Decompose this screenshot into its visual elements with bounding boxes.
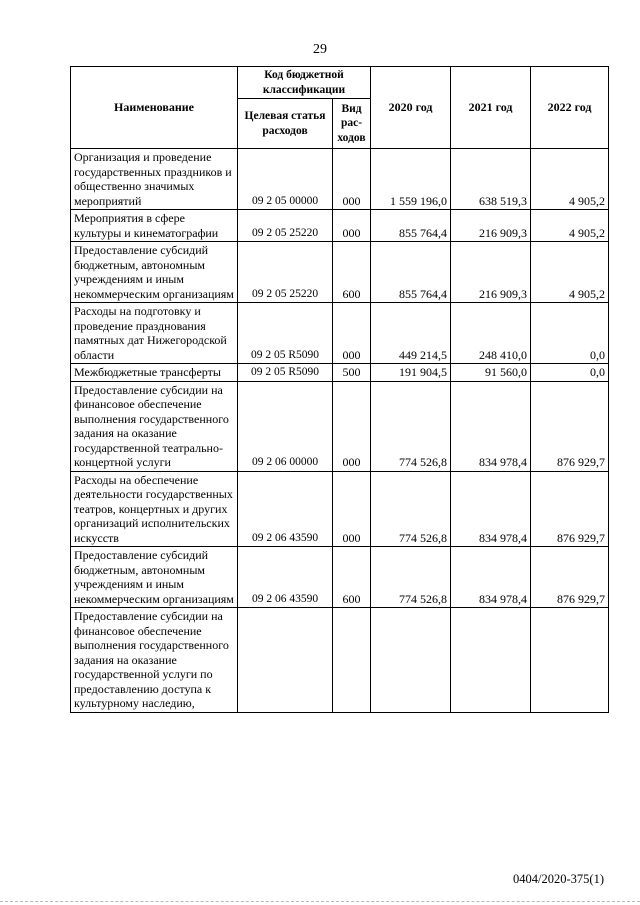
- row-code: 09 2 05 25220: [238, 242, 333, 303]
- header-target: Целевая статья расходов: [238, 99, 333, 149]
- row-2021: 834 978,4: [451, 381, 531, 471]
- row-code: 09 2 06 43590: [238, 471, 333, 547]
- row-2021: 638 519,3: [451, 149, 531, 210]
- row-vid: 600: [333, 242, 371, 303]
- row-code: [238, 608, 333, 713]
- row-2022: 0,0: [531, 303, 609, 364]
- row-2020: 191 904,5: [371, 364, 451, 382]
- row-2020: 855 764,4: [371, 210, 451, 242]
- row-code: 09 2 05 00000: [238, 149, 333, 210]
- table-row: [71, 242, 609, 303]
- row-name: Предоставление субсидии на финансовое обеспечение выполнения государственного задания на оказание государственной театрально-концертной услуги: [71, 381, 238, 471]
- document-code: 0404/2020-375(1): [513, 872, 604, 886]
- row-2021: 834 978,4: [451, 547, 531, 608]
- row-2020: 855 764,4: [371, 242, 451, 303]
- row-2021: 248 410,0: [451, 303, 531, 364]
- row-code: 09 2 05 25220: [238, 210, 333, 242]
- row-2022: 4 905,2: [531, 242, 609, 303]
- table-row: [71, 149, 609, 210]
- row-vid: 000: [333, 381, 371, 471]
- header-2021: 2021 год: [451, 67, 531, 149]
- row-2022: 4 905,2: [531, 149, 609, 210]
- row-2022: 876 929,7: [531, 381, 609, 471]
- header-kbk: Код бюджетной классификации: [238, 67, 371, 99]
- row-2022: 0,0: [531, 364, 609, 382]
- row-vid: 000: [333, 210, 371, 242]
- row-2020: [371, 608, 451, 713]
- row-2020: 774 526,8: [371, 547, 451, 608]
- table-row: [71, 381, 609, 471]
- page-number: 29: [313, 42, 327, 57]
- row-2022: 4 905,2: [531, 210, 609, 242]
- row-2021: 834 978,4: [451, 471, 531, 547]
- row-2020: 449 214,5: [371, 303, 451, 364]
- row-2021: 91 560,0: [451, 364, 531, 382]
- row-name: Расходы на подготовку и проведение празднования памятных дат Нижегородской области: [71, 303, 238, 364]
- row-2022: 876 929,7: [531, 471, 609, 547]
- row-vid: 000: [333, 471, 371, 547]
- row-name: Расходы на обеспечение деятельности государственных театров, концертных и других организаций исполнительских искусств: [71, 471, 238, 547]
- row-name: Предоставление субсидий бюджетным, автономным учреждениям и иным некоммерческим организациям: [71, 242, 238, 303]
- row-name: Мероприятия в сфере культуры и кинематографии: [71, 210, 238, 242]
- row-vid: [333, 608, 371, 713]
- row-name: Предоставление субсидий бюджетным, автономным учреждениям и иным некоммерческим организациям: [71, 547, 238, 608]
- row-2020: 774 526,8: [371, 471, 451, 547]
- row-2021: 216 909,3: [451, 242, 531, 303]
- header-2022: 2022 год: [531, 67, 609, 149]
- row-2020: 774 526,8: [371, 381, 451, 471]
- table-row: [71, 547, 609, 608]
- table-row: [71, 608, 609, 713]
- row-name: Организация и проведение государственных праздников и общественно значимых мероприятий: [71, 149, 238, 210]
- row-name: Предоставление субсидии на финансовое обеспечение выполнения государственного задания на оказание государственной услуги по предоставлению доступа к культурному наследию,: [71, 608, 238, 713]
- row-code: 09 2 06 00000: [238, 381, 333, 471]
- header-2020: 2020 год: [371, 67, 451, 149]
- row-2020: 1 559 196,0: [371, 149, 451, 210]
- table-row: [71, 210, 609, 242]
- table-row: [71, 471, 609, 547]
- row-vid: 500: [333, 364, 371, 382]
- row-name: Межбюджетные трансферты: [71, 364, 238, 382]
- row-vid: 000: [333, 303, 371, 364]
- row-code: 09 2 05 R5090: [238, 364, 333, 382]
- row-2022: [531, 608, 609, 713]
- row-code: 09 2 05 R5090: [238, 303, 333, 364]
- row-vid: 600: [333, 547, 371, 608]
- budget-table: [70, 66, 609, 713]
- row-2021: [451, 608, 531, 713]
- table-row: [71, 364, 609, 382]
- header-vid: Вид рас-ходов: [333, 99, 371, 149]
- table-row: [71, 303, 609, 364]
- row-2022: 876 929,7: [531, 547, 609, 608]
- row-code: 09 2 06 43590: [238, 547, 333, 608]
- row-2021: 216 909,3: [451, 210, 531, 242]
- scan-edge-divider: [0, 901, 640, 903]
- header-name: Наименование: [71, 67, 238, 149]
- row-vid: 000: [333, 149, 371, 210]
